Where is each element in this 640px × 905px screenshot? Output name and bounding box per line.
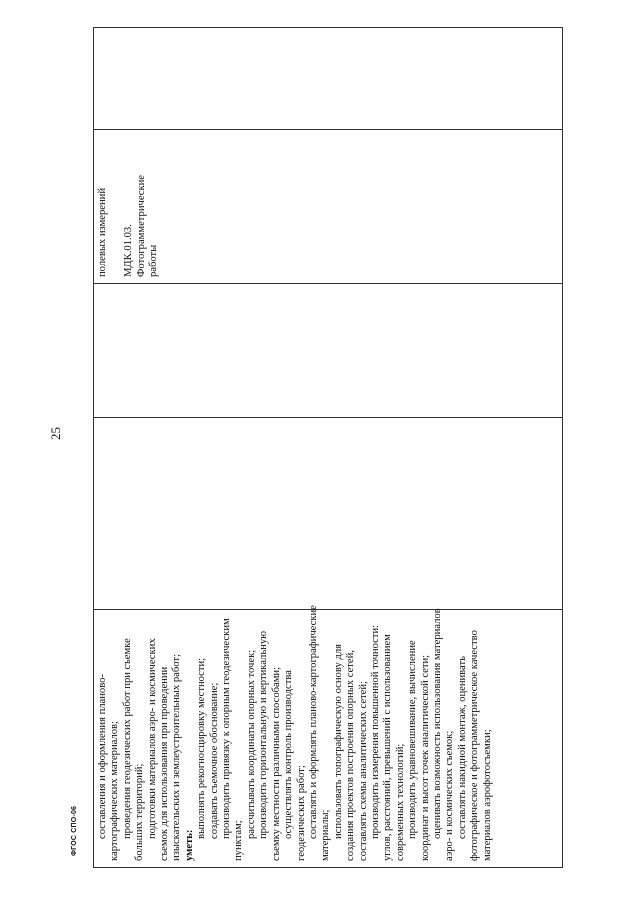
table-row <box>94 28 563 868</box>
skills-line: создавать съемочное обоснование; <box>208 682 220 839</box>
rotated-page-content <box>93 28 563 868</box>
skills-line: производить привязку к опорным геодезическим <box>221 618 233 839</box>
skills-line: картографических материалов; <box>109 721 121 861</box>
skills-line: оценивать возможность использования материалов <box>431 608 443 839</box>
skills-line: углов, расстояний, превышений с использованием <box>382 634 394 861</box>
skills-line: геодезических работ; <box>295 765 307 861</box>
skills-line: использовать топографическую основу для <box>332 644 344 839</box>
skills-line: составлять схемы аналитических сетей; <box>357 681 369 861</box>
skills-line: рассчитывать координаты опорных точек; <box>245 649 257 839</box>
skills-line: больших территорий; <box>134 763 146 861</box>
footer-code: ФГОС СПО-06 <box>71 805 78 856</box>
module-list <box>97 136 161 277</box>
module-line: работы <box>148 244 160 277</box>
skills-line: производить измерения повышенной точности: <box>369 624 381 839</box>
skills-line: съемку местности различными способами; <box>270 666 282 861</box>
skills-line: производить уравновешивание, вычисление <box>407 640 419 839</box>
module-line: полевых измерений <box>97 188 108 277</box>
skills-line: изыскательских и землеустроительных работ; <box>171 654 183 861</box>
skills-line: осуществлять контроль производства <box>283 670 295 839</box>
skills-line: подготовки материалов аэро- и космических <box>146 638 158 839</box>
skills-line: составлять и оформлять планово-картографические <box>307 605 319 839</box>
empty-cell-load <box>94 284 563 418</box>
empty-cell-competencies <box>94 28 563 130</box>
skills-line: материалов аэрофотосъемки; <box>481 729 493 861</box>
skills-line: фотографическое и фотограмметрическое качество <box>469 630 481 861</box>
skills-line: выполнять рекогносцировку местности; <box>196 657 208 839</box>
skills-line: создания проектов построения опорных сетей, <box>345 650 357 861</box>
skills-line: уметь: <box>183 829 195 861</box>
empty-cell-hours <box>94 418 563 610</box>
skills-line: материалы; <box>320 809 332 861</box>
module-cell <box>94 130 563 284</box>
skills-line: современных технологий; <box>394 743 406 861</box>
skills-line: съемок для использования при проведении <box>159 666 171 861</box>
skills-list <box>97 605 494 861</box>
skills-line: пунктам; <box>233 820 245 861</box>
skills-line: аэро- и космических съемок; <box>444 730 456 861</box>
skills-line: составления и оформления планово- <box>97 674 108 839</box>
module-line: Фотограмметрические <box>135 174 147 277</box>
skills-line: составлять накидной монтаж, оценивать <box>456 656 468 839</box>
skills-line: проведения геодезических работ при съемке <box>121 638 133 839</box>
skills-cell <box>94 605 563 868</box>
curriculum-table <box>93 27 563 868</box>
module-line: МДК.01.03. <box>123 224 135 277</box>
skills-line: координат и высот точек аналитической сети; <box>419 654 431 861</box>
page-number: 25 <box>48 427 63 440</box>
skills-line: производить горизонтальную и вертикальную <box>258 630 270 839</box>
